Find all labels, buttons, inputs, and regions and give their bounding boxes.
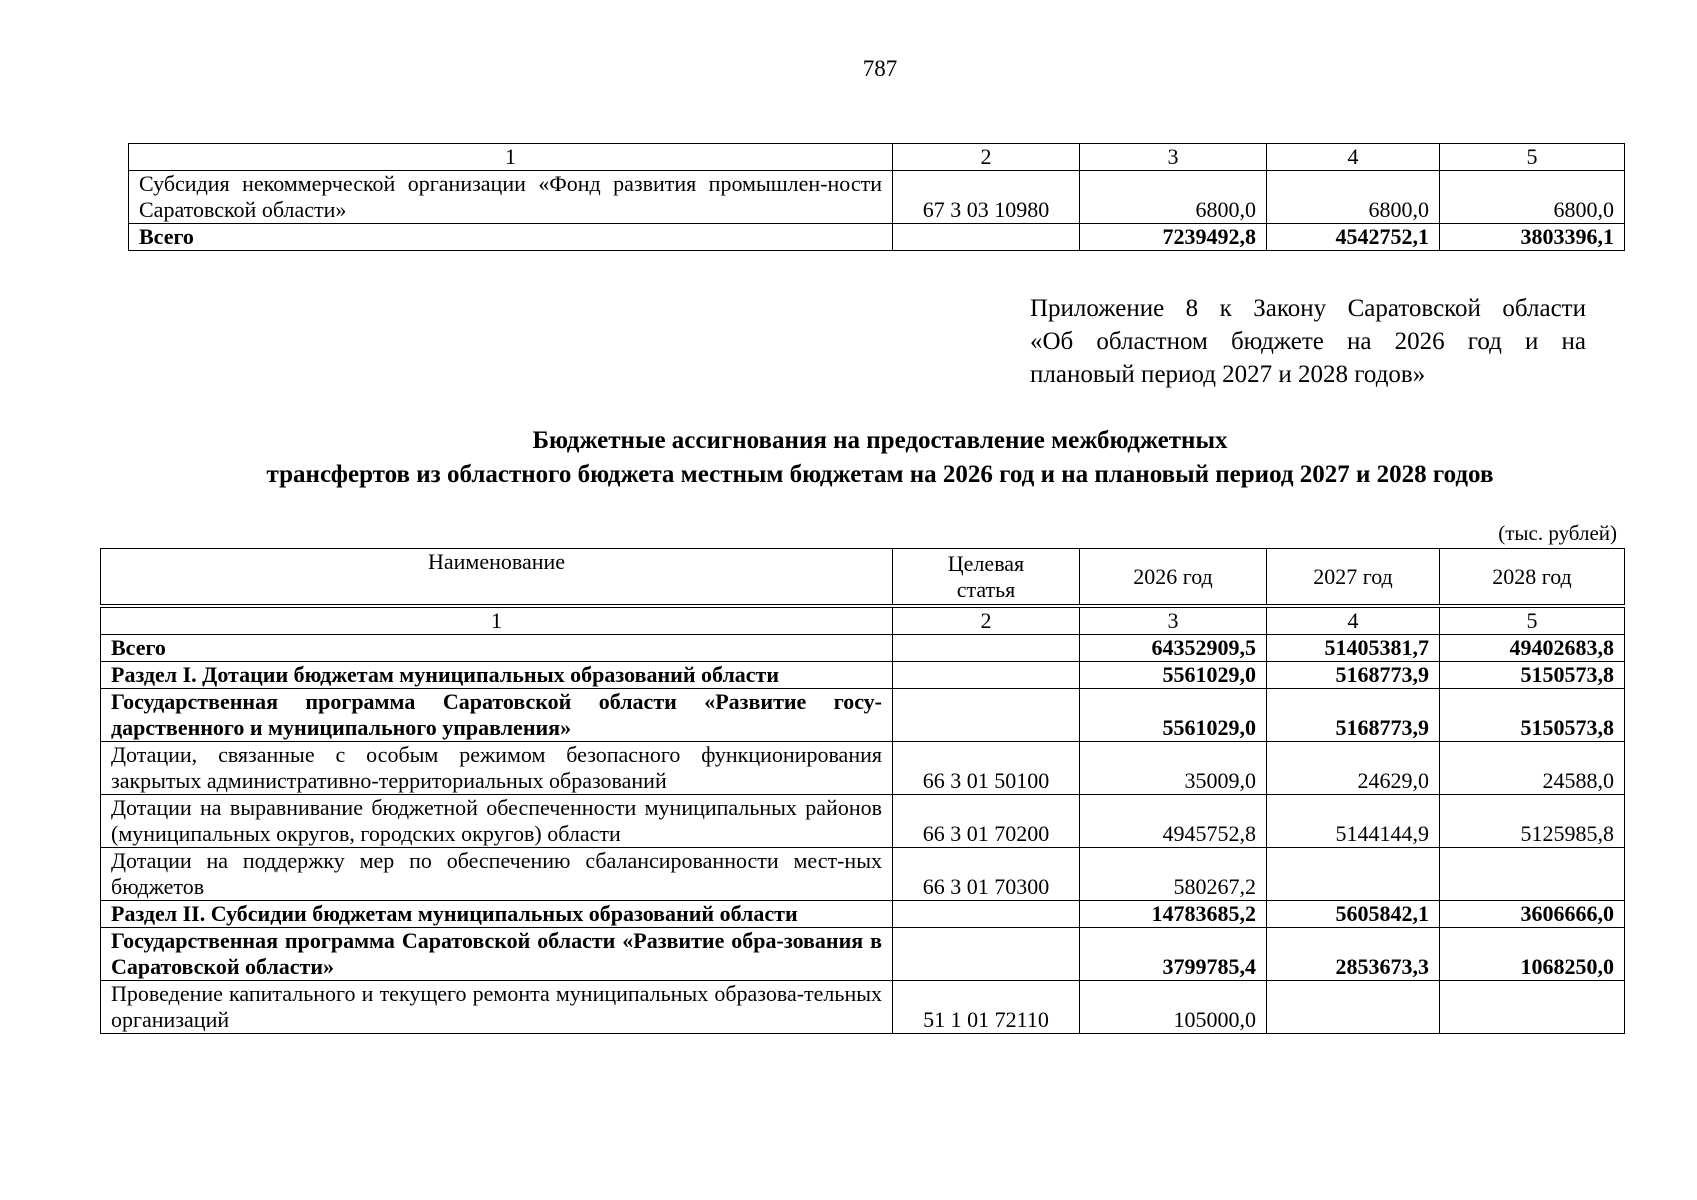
table-row: [101, 928, 1625, 981]
header-row: [101, 549, 1625, 605]
column-number: 2: [893, 608, 1080, 635]
row-value-2027: 51405381,7: [1267, 635, 1440, 662]
row-name: Дотации, связанные с особым режимом безопасного функционирования закрытых административно-территориальных образований: [101, 742, 893, 795]
row-name: Субсидия некоммерческой организации «Фонд развития промышлен-ности Саратовской области»: [129, 171, 893, 224]
row-name: Раздел I. Дотации бюджетам муниципальных образований области: [101, 662, 893, 689]
row-value-2028: 3606666,0: [1440, 901, 1625, 928]
row-value-2028: 6800,0: [1440, 171, 1625, 224]
row-name: Всего: [129, 224, 893, 251]
row-code: 66 3 01 70200: [893, 795, 1080, 848]
row-value-2028: 1068250,0: [1440, 928, 1625, 981]
header-code: Целевая статья: [893, 549, 1080, 605]
row-name: Дотации на выравнивание бюджетной обеспеченности муниципальных районов (муниципальных округов, городских округов) области: [101, 795, 893, 848]
table-row: [101, 981, 1625, 1034]
column-number: 3: [1080, 144, 1267, 171]
row-name: Проведение капитального и текущего ремонта муниципальных образова-тельных организаций: [101, 981, 893, 1034]
row-value-2028: 5150573,8: [1440, 689, 1625, 742]
row-code: [893, 662, 1080, 689]
column-number: 4: [1267, 144, 1440, 171]
table-row: [101, 901, 1625, 928]
row-value-2027: 24629,0: [1267, 742, 1440, 795]
row-code: [893, 901, 1080, 928]
header-2026: 2026 год: [1080, 549, 1267, 605]
row-value-2028: 24588,0: [1440, 742, 1625, 795]
row-code: [893, 928, 1080, 981]
row-code: [893, 224, 1080, 251]
row-value-2026: 7239492,8: [1080, 224, 1267, 251]
table-row: [101, 795, 1625, 848]
header-2028: 2028 год: [1440, 549, 1625, 605]
appendix-note: [1030, 292, 1586, 391]
row-code: 66 3 01 70300: [893, 848, 1080, 901]
column-number: 4: [1267, 608, 1440, 635]
table-row: [101, 742, 1625, 795]
row-value-2027: 6800,0: [1267, 171, 1440, 224]
row-code: 67 3 03 10980: [893, 171, 1080, 224]
row-value-2028: [1440, 981, 1625, 1034]
row-value-2027: 4542752,1: [1267, 224, 1440, 251]
document-title: [0, 424, 1697, 492]
header-name: Наименование: [101, 549, 893, 605]
row-value-2027: 5605842,1: [1267, 901, 1440, 928]
row-name: Дотации на поддержку мер по обеспечению сбалансированности мест-ных бюджетов: [101, 848, 893, 901]
row-value-2028: 5125985,8: [1440, 795, 1625, 848]
row-name: Всего: [101, 635, 893, 662]
row-name: Государственная программа Саратовской области «Развитие обра-зования в Саратовской области»: [101, 928, 893, 981]
appendix-line: плановый период 2027 и 2028 годов»: [1030, 361, 1426, 388]
table-row: [101, 662, 1625, 689]
table-row: [129, 224, 1625, 251]
row-value-2026: 64352909,5: [1080, 635, 1267, 662]
row-value-2026: 35009,0: [1080, 742, 1267, 795]
units-label: (тыс. рублей): [1498, 521, 1617, 545]
row-value-2026: 5561029,0: [1080, 662, 1267, 689]
table-row: [101, 689, 1625, 742]
row-value-2027: 5168773,9: [1267, 689, 1440, 742]
page-number: 787: [862, 56, 898, 81]
row-code: 51 1 01 72110: [893, 981, 1080, 1034]
row-value-2028: 5150573,8: [1440, 662, 1625, 689]
row-value-2028: 49402683,8: [1440, 635, 1625, 662]
appendix-line: «Об областном бюджете на 2026 год и на: [1030, 328, 1586, 355]
row-value-2028: 3803396,1: [1440, 224, 1625, 251]
column-number-row: [129, 144, 1625, 171]
row-value-2026: 6800,0: [1080, 171, 1267, 224]
appendix-line: Приложение 8 к Закону Саратовской области: [1030, 295, 1586, 322]
row-code: 66 3 01 50100: [893, 742, 1080, 795]
column-number: 3: [1080, 608, 1267, 635]
row-value-2026: 5561029,0: [1080, 689, 1267, 742]
budget-table: [100, 548, 1625, 1034]
column-number: 5: [1440, 144, 1625, 171]
row-value-2026: 14783685,2: [1080, 901, 1267, 928]
table-row: [129, 171, 1625, 224]
row-value-2026: 4945752,8: [1080, 795, 1267, 848]
column-number: 5: [1440, 608, 1625, 635]
column-number: 1: [101, 608, 893, 635]
header-2027: 2027 год: [1267, 549, 1440, 605]
column-number-row: [101, 608, 1625, 635]
row-value-2026: 105000,0: [1080, 981, 1267, 1034]
row-value-2027: [1267, 981, 1440, 1034]
row-value-2026: 3799785,4: [1080, 928, 1267, 981]
title-line: Бюджетные ассигнования на предоставление межбюджетных: [532, 427, 1228, 454]
row-value-2027: 5168773,9: [1267, 662, 1440, 689]
table-row: [101, 848, 1625, 901]
row-code: [893, 689, 1080, 742]
row-name: Государственная программа Саратовской области «Развитие госу-дарственного и муниципального управления»: [101, 689, 893, 742]
row-value-2027: 2853673,3: [1267, 928, 1440, 981]
row-value-2027: [1267, 848, 1440, 901]
row-value-2027: 5144144,9: [1267, 795, 1440, 848]
row-value-2026: 580267,2: [1080, 848, 1267, 901]
row-value-2028: [1440, 848, 1625, 901]
table-row: [101, 635, 1625, 662]
column-number: 2: [893, 144, 1080, 171]
continued-table: [128, 143, 1625, 251]
row-name: Раздел II. Субсидии бюджетам муниципальных образований области: [101, 901, 893, 928]
title-line: трансфертов из областного бюджета местным бюджетам на 2026 год и на плановый период 2027 и 2028 годов: [266, 461, 1494, 488]
column-number: 1: [129, 144, 893, 171]
row-code: [893, 635, 1080, 662]
